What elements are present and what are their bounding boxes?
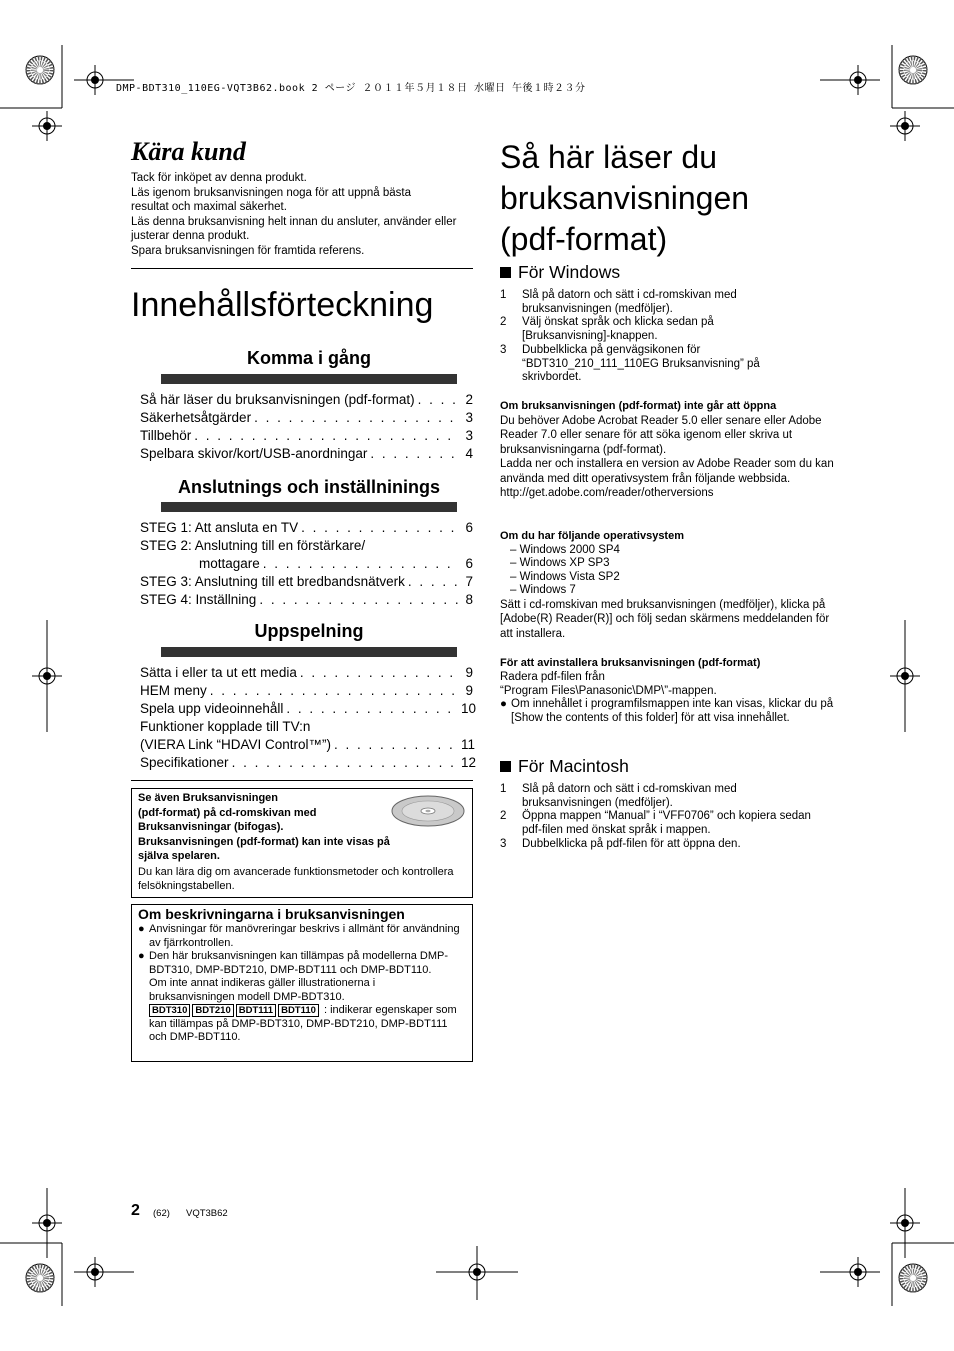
toc-entry[interactable]: Spela upp videoinnehåll . . . 10 — [140, 698, 473, 716]
note-line: (pdf-format) på cd-romskivan med — [138, 806, 317, 819]
divider — [131, 780, 473, 781]
toc-entry[interactable]: Säkerhetsåtgärder . . . 3 — [140, 407, 473, 425]
greeting-line: Tack för inköpet av denna produkt. — [131, 172, 307, 184]
bullet-icon: ● — [138, 923, 145, 935]
step-item: 1 Slå på datorn och sätt i cd-romskivan med bruksanvisningen (medföljer). — [500, 289, 737, 315]
toc-title: Innehållsförteckning — [131, 286, 434, 324]
toc-entry[interactable]: Funktioner kopplade till TV:n — [140, 719, 311, 734]
model-badges — [138, 1004, 466, 1045]
toc-list — [140, 389, 473, 461]
step-item: 2 Välj önskat språk och klicka sedan på [Bruksanvisning]-knappen. — [500, 316, 714, 343]
os-item: – Windows Vista SP2 — [510, 570, 620, 583]
description-box — [131, 904, 473, 1062]
greeting-line: Läs igenom bruksanvisningen noga för att uppnå bästa resultat och maximal säkerhet. — [131, 186, 412, 213]
greeting-title: Kära kund — [131, 137, 246, 166]
badge-description: : indikerar egenskaper som kan tillämpas på DMP-BDT310, DMP-BDT210, DMP-BDT111 och DMP-BDT110. — [149, 1004, 457, 1043]
toc-entry[interactable]: HEM meny . . . 9 — [140, 680, 473, 698]
print-header: DMP-BDT310_110EG-VQT3B62.book 2 ページ ２０１１年５月１８日 水曜日 午後１時２３分 — [116, 83, 586, 94]
page-number: 2 — [131, 1202, 140, 1219]
model-badge: BDT111 — [236, 1004, 276, 1017]
toc-entry[interactable]: Spelbara skivor/kort/USB-anordningar . . . 4 — [140, 443, 473, 461]
page-subnumber: (62) — [153, 1208, 170, 1219]
model-badge: BDT210 — [192, 1004, 233, 1017]
step-item: 3 Dubbelklicka på pdf-filen för att öppna den. — [500, 837, 741, 850]
step-item: 2 Öppna mappen “Manual” i “VFF0706” och kopiera sedan pdf-filen med önskat språk i mappen. — [500, 810, 811, 837]
step-item: 3 Dubbelklicka på genvägsikonen för “BDT310_210_111_110EG Bruksanvisning” på skrivbordet. — [500, 343, 760, 384]
toc-entry[interactable]: Specifikationer . . . 12 — [140, 752, 473, 770]
toc-entry[interactable]: mottagare . . . 6 — [140, 553, 473, 571]
os-help: Om du har följande operativsystem – Windows 2000 SP4 – Windows XP SP3 – Windows Vista SP2 – Windows 7 Sätt i cd-romskivan med bruksanvisningen (medföljer), klicka på [Adobe(R) Reader(R)] och följ sedan skärmens meddelanden för att installera. — [500, 529, 840, 641]
section-bar — [161, 502, 457, 512]
windows-steps — [500, 289, 840, 385]
greeting-line: Läs denna bruksanvisning helt innan du ansluter, använder eller justerar denna produkt. — [131, 215, 457, 242]
box-title: Om beskrivningarna i bruksanvisningen — [138, 906, 405, 922]
note-text: Du kan lära dig om avancerade funktionsmetoder och kontrollera felsökningstabellen. — [138, 865, 454, 892]
greeting-text — [131, 171, 476, 258]
toc-entry[interactable]: STEG 3: Anslutning till ett bredbandsnätverk . . . 7 — [140, 571, 473, 589]
step-item: 1 Slå på datorn och sätt i cd-romskivan med bruksanvisningen (medföljer). — [500, 783, 737, 809]
windows-heading: För Windows — [500, 262, 620, 283]
note-line: Bruksanvisningar (bifogas). — [138, 821, 284, 833]
square-bullet-icon — [500, 267, 511, 278]
bullet-item: ● Om innehållet i programfilsmappen inte kan visas, klickar du på [Show the contents of this folder] för att visa innehållet. — [500, 698, 834, 725]
os-item: – Windows XP SP3 — [510, 557, 610, 569]
toc-list — [140, 517, 473, 607]
os-item: – Windows 2000 SP4 — [510, 543, 620, 556]
bullet-item: ● Anvisningar för manövreringar beskrivs i allmänt för användning av fjärrkontrollen. — [138, 923, 460, 949]
page-title: Så här läser du bruksanvisningen (pdf-format) — [500, 139, 750, 257]
note-line: Bruksanvisningen (pdf-format) kan inte visas på — [138, 835, 390, 848]
pdf-note-box — [131, 788, 473, 898]
model-badge: BDT110 — [278, 1004, 319, 1017]
section-bar — [161, 374, 457, 384]
toc-entry[interactable]: Sätta i eller ta ut ett media . . . 9 — [140, 662, 473, 680]
divider — [131, 268, 473, 269]
toc-section-heading: Uppspelning — [254, 621, 364, 641]
toc-list — [140, 662, 477, 770]
pdf-open-help: Om bruksanvisningen (pdf-format) inte går att öppna Du behöver Adobe Acrobat Reader 5.0 eller senare eller Adobe Reader 7.0 eller senare för att söka igenom eller skriva ut bruksanvisningarna (pdf-format). Ladda ner och installera en version av Adobe Reader som du kan använda med ditt operativsystem från följande webbsida. http://get.adobe.com/reader/otherversions — [500, 399, 840, 501]
toc-entry[interactable]: STEG 2: Anslutning till en förstärkare/ — [140, 538, 366, 553]
mac-steps — [500, 783, 840, 852]
note-line: Se även Bruksanvisningen — [138, 792, 278, 804]
os-item: – Windows 7 — [510, 584, 576, 596]
document-code: VQT3B62 — [186, 1208, 228, 1219]
bullet-icon: ● — [138, 950, 145, 962]
mac-heading: För Macintosh — [500, 756, 629, 777]
toc-entry[interactable]: Tillbehör . . . 3 — [140, 425, 473, 443]
disc-icon — [390, 793, 466, 829]
model-badge: BDT310 — [149, 1004, 190, 1017]
toc-section-heading: Komma i gång — [246, 348, 371, 368]
toc-entry[interactable]: Så här läser du bruksanvisningen (pdf-format) . . . 2 — [140, 389, 473, 407]
bullet-icon: ● — [500, 698, 507, 711]
note-line: själva spelaren. — [138, 850, 220, 862]
adobe-link[interactable]: http://get.adobe.com/reader/otherversions — [500, 487, 714, 499]
toc-entry[interactable]: (VIERA Link “HDAVI Control™”) . . . 11 — [140, 734, 473, 752]
square-bullet-icon — [500, 761, 511, 772]
section-bar — [161, 647, 457, 657]
toc-entry[interactable]: STEG 4: Inställning . . . 8 — [140, 589, 473, 607]
uninstall-help: För att avinstallera bruksanvisningen (pdf-format) Radera pdf-filen från “Program Files\Panasonic\DMP\”-mappen. ● Om innehållet i programfilsmappen inte kan visas, klickar du på [Show the contents of this folder] för att visa innehållet. — [500, 657, 840, 726]
greeting-line: Spara bruksanvisningen för framtida referens. — [131, 244, 365, 257]
toc-entry[interactable]: STEG 1: Att ansluta en TV . . . 6 — [140, 517, 473, 535]
bullet-item: ● Den här bruksanvisningen kan tillämpas på modellerna DMP-BDT310, DMP-BDT210, DMP-BDT111 och DMP-BDT110. Om inte annat indikeras gäller illustrationerna i bruksanvisningen modell DMP-BDT310. — [138, 950, 448, 1003]
toc-section-heading: Anslutnings och inställninings — [177, 477, 440, 497]
